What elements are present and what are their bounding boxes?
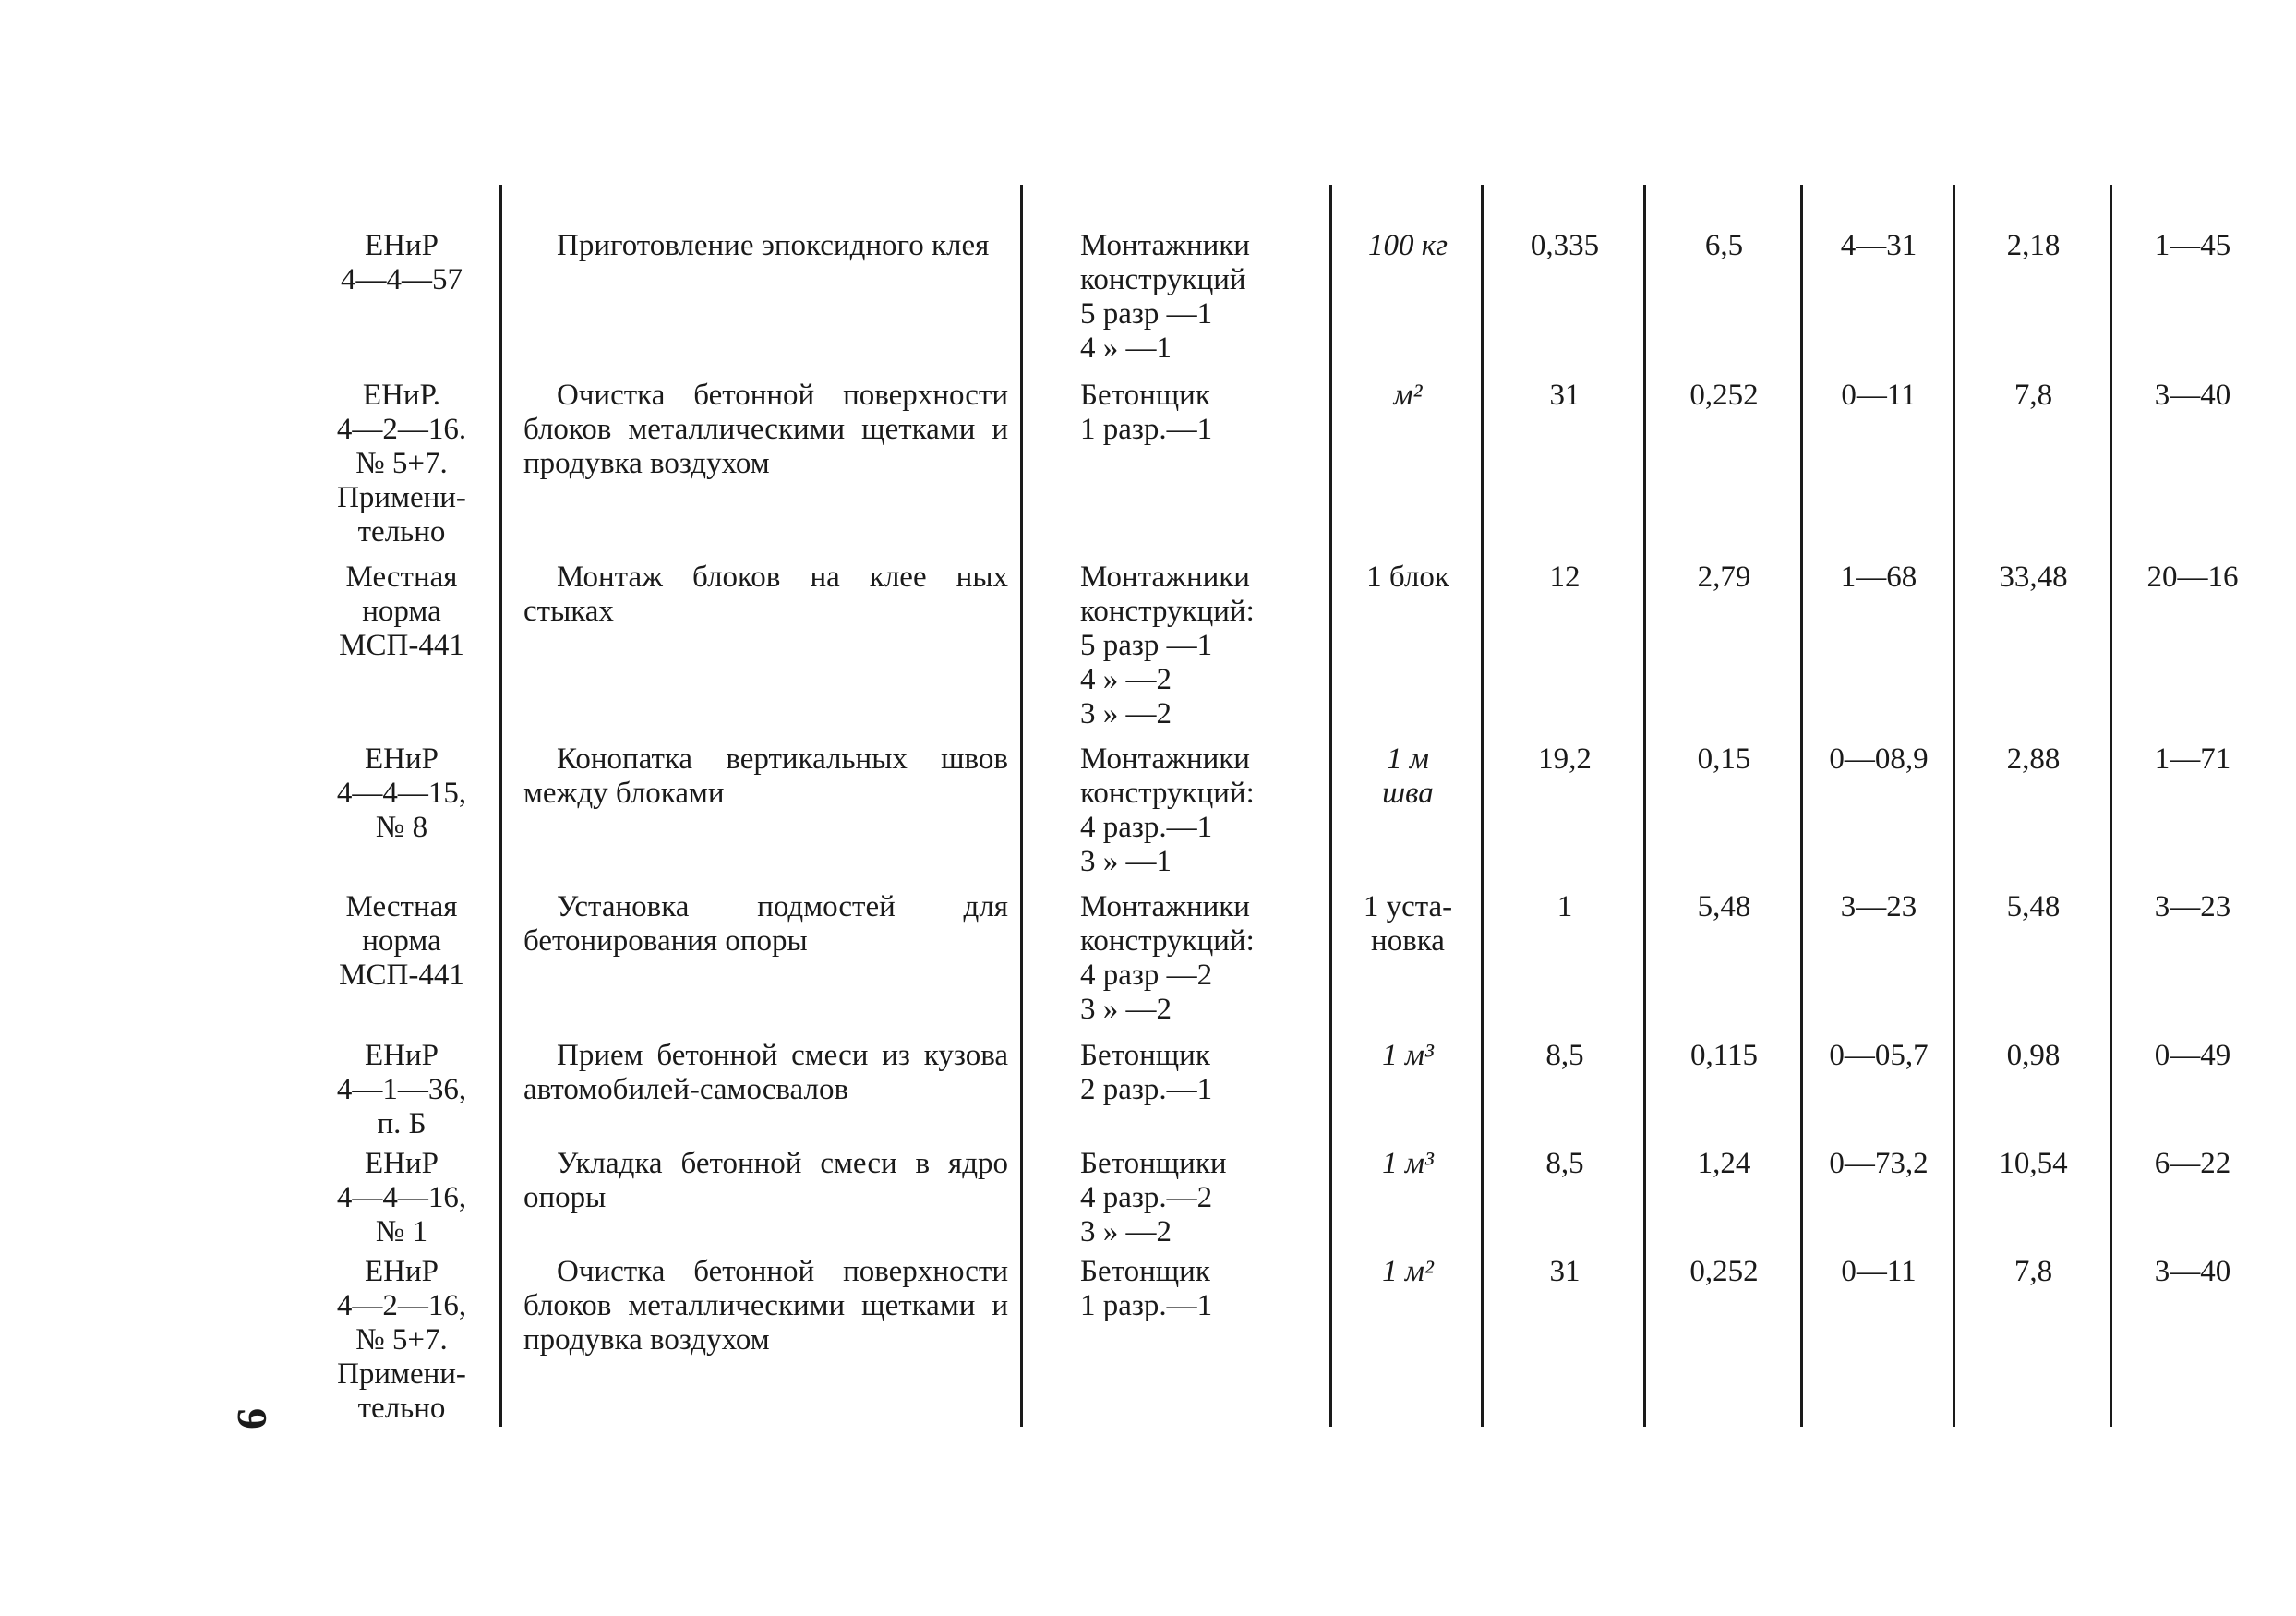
crew-composition: Бетонщик 2 разр.—1 — [1080, 1039, 1213, 1106]
wage-cost: 1—45 — [2154, 229, 2231, 262]
work-volume: 31 — [1549, 1255, 1581, 1288]
crew-composition: Бетонщик 1 разр.—1 — [1080, 379, 1213, 446]
crew-composition: Монтажники конструкций: 4 разр.—1 3 » —1 — [1080, 742, 1255, 878]
column-rule-5 — [1643, 185, 1646, 1427]
column-rule-7 — [1953, 185, 1955, 1427]
labor-cost: 2,88 — [2006, 742, 2061, 776]
page-number: 9 — [229, 1408, 276, 1429]
wage-cost: 3—23 — [2154, 890, 2231, 923]
work-description: Монтаж блоков на клее ных стыках — [523, 561, 1008, 628]
wage-cost: 20—16 — [2146, 561, 2239, 594]
time-norm: 1,24 — [1697, 1147, 1751, 1180]
work-description: Конопатка вертикальных швов между блоками — [523, 742, 1008, 810]
time-norm: 0,15 — [1697, 742, 1751, 776]
norm-reference: ЕНиР. 4—2—16. № 5+7. Примени- тельно — [336, 379, 467, 549]
column-rule-8 — [2110, 185, 2112, 1427]
measure-unit: 100 кг — [1367, 229, 1449, 262]
labor-cost: 7,8 — [2014, 379, 2053, 412]
labor-cost: 33,48 — [1999, 561, 2068, 594]
rate: 0—11 — [1841, 379, 1917, 412]
work-description: Очистка бетонной поверхности блоков металлическими щетками и продувка воздухом — [523, 379, 1008, 480]
time-norm: 0,115 — [1689, 1039, 1759, 1072]
column-rule-1 — [499, 185, 502, 1427]
work-volume: 19,2 — [1538, 742, 1592, 776]
measure-unit: 1 м³ — [1382, 1147, 1434, 1180]
time-norm: 0,252 — [1689, 379, 1759, 412]
rate: 4—31 — [1840, 229, 1917, 262]
crew-composition: Монтажники конструкций: 5 разр —1 4 » —2 3 » —2 — [1080, 561, 1255, 730]
labor-cost: 10,54 — [1999, 1147, 2068, 1180]
measure-unit: 1 м² — [1382, 1255, 1434, 1288]
work-volume: 8,5 — [1545, 1039, 1584, 1072]
crew-composition: Монтажники конструкций 5 разр —1 4 » —1 — [1080, 229, 1250, 365]
work-volume: 1 — [1557, 890, 1573, 923]
time-norm: 6,5 — [1704, 229, 1744, 262]
work-description: Прием бетонной смеси из кузова автомобилей-самосвалов — [523, 1039, 1008, 1106]
rate: 1—68 — [1840, 561, 1917, 594]
work-description: Укладка бетонной смеси в ядро опоры — [523, 1147, 1008, 1214]
norm-reference: Местная норма МСП-441 — [339, 890, 464, 992]
measure-unit: м² — [1393, 379, 1423, 412]
rate: 0—73,2 — [1829, 1147, 1929, 1180]
time-norm: 2,79 — [1697, 561, 1751, 594]
work-volume: 8,5 — [1545, 1147, 1584, 1180]
labor-cost: 2,18 — [2006, 229, 2061, 262]
crew-composition: Бетонщик 1 разр.—1 — [1080, 1255, 1213, 1322]
wage-cost: 6—22 — [2154, 1147, 2231, 1180]
work-description: Установка подмостей для бетонирования опоры — [523, 890, 1008, 958]
rate: 0—05,7 — [1829, 1039, 1929, 1072]
time-norm: 0,252 — [1689, 1255, 1759, 1288]
wage-cost: 0—49 — [2154, 1039, 2231, 1072]
measure-unit: 1 уста- новка — [1363, 890, 1453, 958]
time-norm: 5,48 — [1697, 890, 1751, 923]
norm-reference: ЕНиР 4—4—15, № 8 — [336, 742, 467, 844]
measure-unit: 1 м³ — [1382, 1039, 1434, 1072]
column-rule-6 — [1800, 185, 1803, 1427]
measure-unit: 1 м шва — [1382, 742, 1434, 810]
crew-composition: Бетонщики 4 разр.—2 3 » —2 — [1080, 1147, 1227, 1248]
rate: 0—08,9 — [1829, 742, 1929, 776]
work-description: Приготовление эпоксидного клея — [557, 229, 990, 262]
rate: 3—23 — [1840, 890, 1917, 923]
norm-reference: ЕНиР 4—1—36, п. Б — [336, 1039, 467, 1140]
norm-reference: ЕНиР 4—2—16, № 5+7. Примени- тельно — [336, 1255, 467, 1425]
rate: 0—11 — [1841, 1255, 1917, 1288]
norm-reference: ЕНиР 4—4—57 — [341, 229, 463, 296]
wage-cost: 1—71 — [2154, 742, 2231, 776]
column-rule-2 — [1020, 185, 1023, 1427]
work-volume: 12 — [1549, 561, 1581, 594]
norm-reference: Местная норма МСП-441 — [339, 561, 464, 662]
labor-cost: 0,98 — [2006, 1039, 2061, 1072]
wage-cost: 3—40 — [2154, 379, 2231, 412]
work-volume: 31 — [1549, 379, 1581, 412]
work-volume: 0,335 — [1530, 229, 1600, 262]
column-rule-3 — [1329, 185, 1332, 1427]
work-description: Очистка бетонной поверхности блоков металлическими щетками и продувка воздухом — [523, 1255, 1008, 1357]
wage-cost: 3—40 — [2154, 1255, 2231, 1288]
norm-reference: ЕНиР 4—4—16, № 1 — [336, 1147, 467, 1248]
measure-unit: 1 блок — [1366, 561, 1449, 594]
crew-composition: Монтажники конструкций: 4 разр —2 3 » —2 — [1080, 890, 1255, 1026]
labor-cost: 7,8 — [2014, 1255, 2053, 1288]
labor-cost: 5,48 — [2006, 890, 2061, 923]
